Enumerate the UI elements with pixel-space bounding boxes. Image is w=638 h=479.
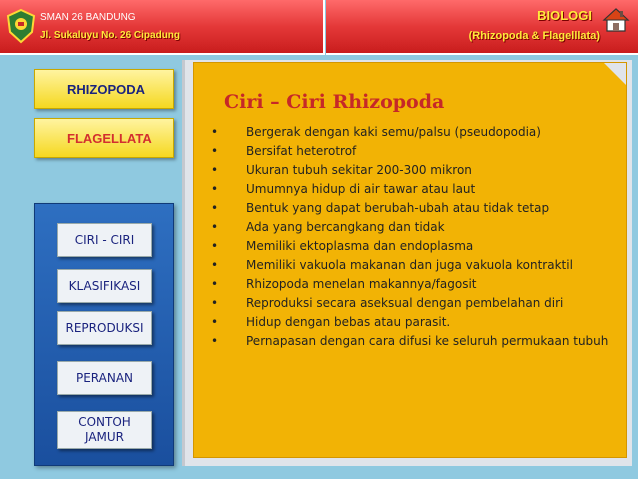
school-logo-icon	[6, 8, 36, 44]
list-item: • Memiliki vakuola makanan dan juga vakuola kontraktil	[209, 258, 619, 274]
list-item: • Ada yang bercangkang dan tidak	[209, 220, 619, 236]
characteristics-list	[209, 125, 619, 353]
folded-corner	[604, 63, 626, 85]
list-item: • Reproduksi secara aseksual dengan pembelahan diri	[209, 296, 619, 312]
content-card	[193, 62, 627, 458]
list-item: • Ukuran tubuh sekitar 200-300 mikron	[209, 163, 619, 179]
list-item: • Pernapasan dengan cara difusi ke seluruh permukaan tubuh	[209, 334, 619, 350]
school-address: Jl. Sukaluyu No. 26 Cipadung	[40, 30, 181, 41]
header-left	[0, 0, 325, 55]
list-item: • Bergerak dengan kaki semu/palsu (pseudopodia)	[209, 125, 619, 141]
home-icon[interactable]	[602, 6, 630, 34]
tab-flagellata[interactable]: FLAGELLATA	[34, 118, 174, 158]
nav-peranan-button[interactable]: PERANAN	[57, 361, 152, 395]
nav-reproduksi-button[interactable]: REPRODUKSI	[57, 311, 152, 345]
list-item: • Rhizopoda menelan makannya/fagosit	[209, 277, 619, 293]
school-name: SMAN 26 BANDUNG	[40, 12, 136, 23]
tab-rhizopoda[interactable]: RHIZOPODA	[34, 69, 174, 109]
topic-subtitle: (Rhizopoda & Flagelllata)	[468, 30, 600, 42]
nav-ciri-ciri-button[interactable]: CIRI - CIRI	[57, 223, 152, 257]
list-item: • Bersifat heterotrof	[209, 144, 619, 160]
list-item: • Bentuk yang dapat berubah-ubah atau tidak tetap	[209, 201, 619, 217]
list-item: • Memiliki ektoplasma dan endoplasma	[209, 239, 619, 255]
list-item: • Umumnya hidup di air tawar atau laut	[209, 182, 619, 198]
header-right	[326, 0, 638, 55]
nav-klasifikasi-button[interactable]: KLASIFIKASI	[57, 269, 152, 303]
list-item: • Hidup dengan bebas atau parasit.	[209, 315, 619, 331]
subject-title: BIOLOGI	[537, 8, 592, 23]
nav-contoh-jamur-button[interactable]: CONTOH JAMUR	[57, 411, 152, 449]
nav-panel	[34, 203, 174, 466]
content-title: Ciri – Ciri Rhizopoda	[224, 91, 445, 113]
